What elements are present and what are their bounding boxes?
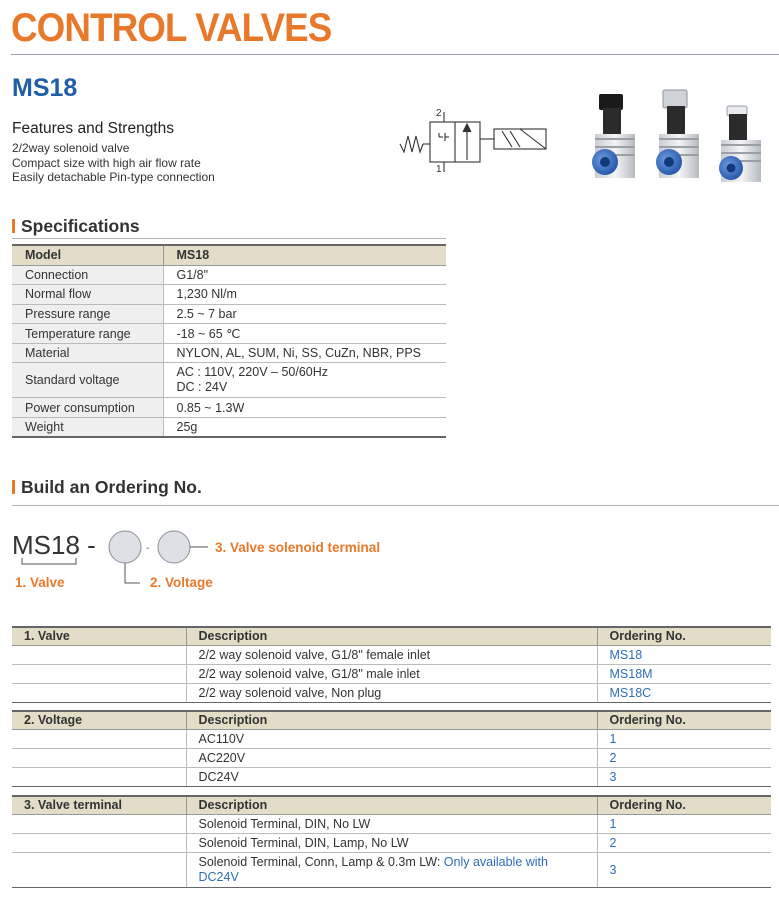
spec-header-value: MS18: [163, 245, 446, 265]
voltage-ordering-table: [12, 710, 771, 787]
title-divider: [11, 54, 779, 55]
table-row: 2/2 way solenoid valve, Non plug MS18C: [12, 683, 771, 702]
table-row: Normal flow 1,230 Nl/m: [12, 285, 446, 305]
table-row: Standard voltage AC : 110V, 220V – 50/60Hz DC : 24V: [12, 363, 446, 398]
valve-photo-conn: [719, 106, 761, 182]
features-title: Features and Strengths: [12, 120, 174, 137]
code-dash: -: [146, 543, 150, 554]
valve-photo-lamp: [656, 90, 699, 178]
valve-bracket: [22, 558, 76, 564]
feature-item: 2/2way solenoid valve: [12, 141, 130, 155]
model-name: MS18: [12, 74, 78, 102]
specifications-heading: Specifications: [12, 216, 140, 237]
table-row: Pressure range 2.5 ~ 7 bar: [12, 304, 446, 324]
table-row: 2/2 way solenoid valve, G1/8" male inlet MS18M: [12, 664, 771, 683]
spring-symbol: [400, 136, 423, 152]
feature-item: Easily detachable Pin-type connection: [12, 170, 215, 184]
ordering-heading: Build an Ordering No.: [12, 477, 202, 498]
table-row: DC24V 3: [12, 767, 771, 786]
table-header-row: 1. Valve Description Ordering No.: [12, 627, 771, 645]
table-header-row: [12, 245, 446, 265]
voltage-label: 2. Voltage: [150, 575, 213, 590]
table-row: Solenoid Terminal, Conn, Lamp & 0.3m LW: Only available with DC24V 3: [12, 852, 771, 887]
availability-note: Only available with DC24V: [198, 854, 548, 884]
specifications-divider: [12, 238, 446, 239]
valve-photo-din: [592, 94, 635, 178]
table-row: Power consumption 0.85 ~ 1.3W: [12, 398, 446, 418]
table-row: Weight 25g: [12, 418, 446, 438]
feature-item: Compact size with high air flow rate: [12, 155, 201, 170]
table-row: AC110V 1: [12, 729, 771, 748]
ordering-code-prefix: MS18 -: [12, 530, 96, 560]
valve-ordering-table: [12, 626, 771, 703]
table-row: 2/2 way solenoid valve, G1/8" female inlet MS18: [12, 645, 771, 664]
terminal-label: 3. Valve solenoid terminal: [215, 540, 381, 555]
port-label-bottom: 1: [436, 164, 442, 175]
table-row: Connection G1/8": [12, 265, 446, 285]
valve-label: 1. Valve: [15, 575, 65, 590]
terminal-slot-circle: [158, 531, 190, 563]
product-photos: [583, 86, 779, 186]
features-list: [12, 141, 215, 185]
page-title: CONTROL VALVES: [11, 6, 332, 50]
table-header-row: 3. Valve terminal Description Ordering No.: [12, 796, 771, 814]
section-marker: [12, 480, 15, 494]
terminal-ordering-table: [12, 795, 771, 888]
voltage-leader-line: [125, 563, 140, 583]
table-header-row: 2. Voltage Description Ordering No.: [12, 711, 771, 729]
table-row: Temperature range -18 ~ 65 ℃: [12, 324, 446, 344]
voltage-slot-circle: [109, 531, 141, 563]
ordering-code-diagram: [0, 520, 779, 600]
spec-header-key: Model: [12, 245, 163, 265]
specifications-table: [12, 244, 446, 438]
section-marker: [12, 219, 15, 233]
ordering-divider: [12, 505, 779, 506]
table-row: AC220V 2: [12, 748, 771, 767]
table-row: Solenoid Terminal, DIN, No LW 1: [12, 814, 771, 833]
table-row: Material NYLON, AL, SUM, Ni, SS, CuZn, NBR, PPS: [12, 343, 446, 363]
port-label-top: 2: [436, 108, 442, 119]
valve-symbol-diagram: [396, 104, 556, 176]
table-row: Solenoid Terminal, DIN, Lamp, No LW 2: [12, 833, 771, 852]
